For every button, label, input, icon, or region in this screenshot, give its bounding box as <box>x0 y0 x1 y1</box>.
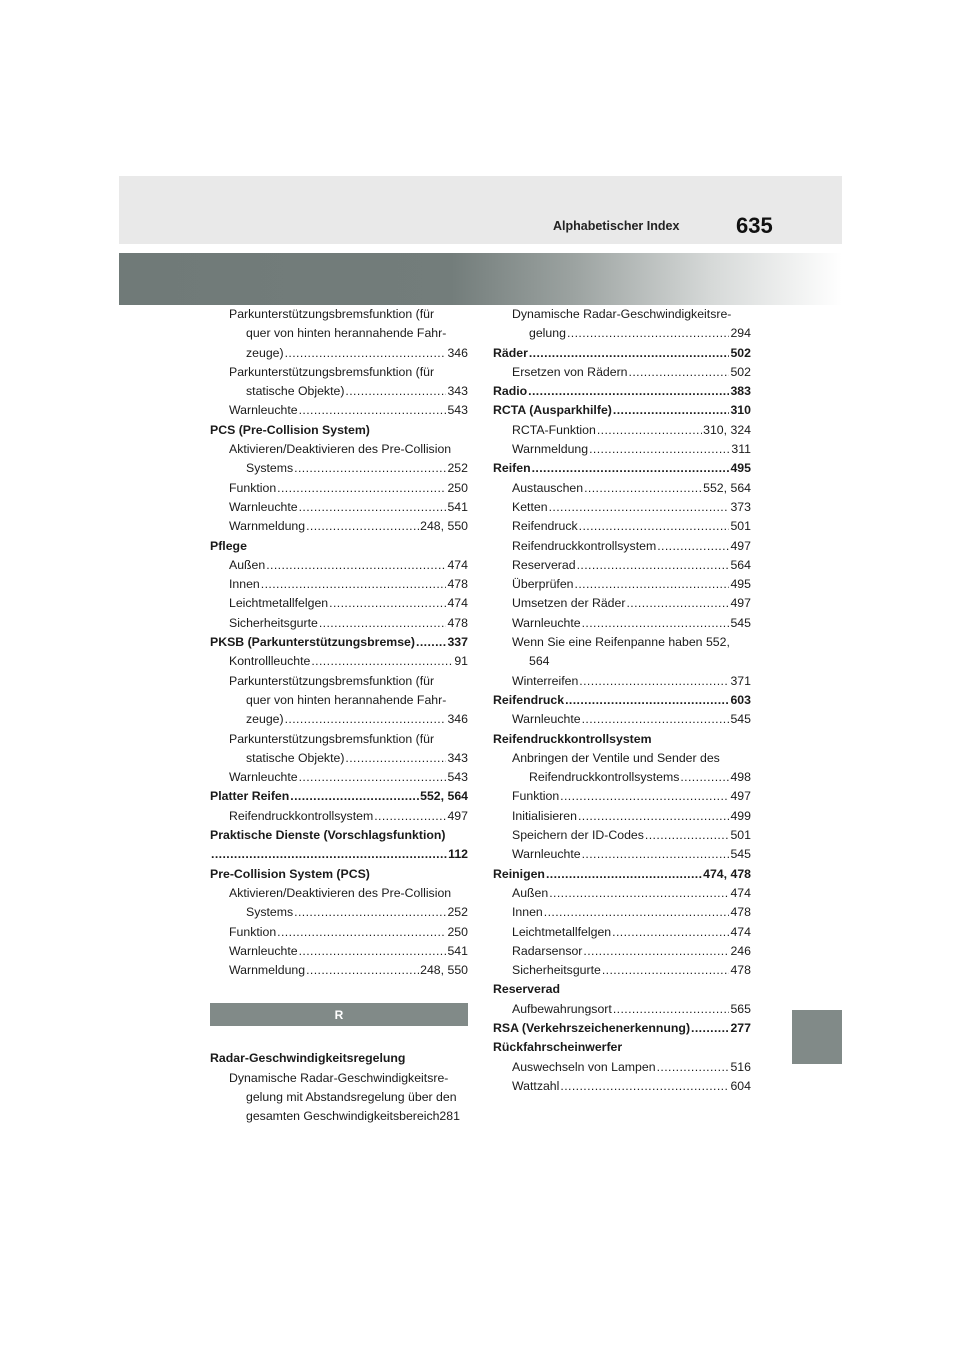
dot-leader <box>578 807 730 826</box>
index-entry-page: 478 <box>730 963 751 978</box>
index-entry-term: Aufbewahrungsort <box>512 1001 612 1016</box>
page-number: 635 <box>736 213 773 238</box>
index-entry-page: 502 <box>730 345 751 360</box>
index-entry-term: Reinigen <box>493 866 545 881</box>
index-entry-page: 474 <box>447 557 468 572</box>
index-entry <box>493 382 751 401</box>
index-column-right <box>493 305 751 1096</box>
index-entry <box>493 961 751 980</box>
index-entry-term: Leichtmetallfelgen <box>512 924 612 939</box>
index-entry-term: statische Objekte) <box>246 750 345 765</box>
dot-leader <box>277 479 446 498</box>
index-entry <box>210 440 468 459</box>
header-band <box>119 176 842 244</box>
index-entry-term: Austauschen <box>512 480 584 495</box>
index-entry <box>210 594 468 613</box>
index-entry-term: Reserverad <box>493 982 560 997</box>
index-entry-page: 112 <box>448 847 468 862</box>
index-entry-term: Dynamische Radar-Geschwindigkeitsre- <box>512 307 732 321</box>
index-entry <box>210 865 468 884</box>
index-entry <box>493 440 751 459</box>
index-entry-page: 246 <box>730 943 751 958</box>
dot-leader <box>345 749 446 768</box>
index-entry-page: 604 <box>730 1078 751 1093</box>
index-entry-page: 495 <box>730 577 751 592</box>
index-entry <box>210 826 468 845</box>
index-entry <box>210 691 468 710</box>
index-entry <box>210 768 468 787</box>
index-entry-term: Aktivieren/Deaktivieren des Pre-Collision <box>229 885 452 900</box>
index-entry <box>493 865 751 884</box>
index-entry <box>210 923 468 942</box>
index-entry-page: 474, 478 <box>703 866 751 881</box>
index-entry-term: Reifendruckkontrollsystem <box>493 731 652 746</box>
index-entry <box>210 401 468 420</box>
index-entry <box>493 730 751 749</box>
index-entry <box>210 807 468 826</box>
index-entry <box>210 633 468 652</box>
index-entry-term: Praktische Dienste (Vorschlagsfunktion) <box>210 828 446 843</box>
dot-leader <box>306 961 419 980</box>
dot-leader <box>549 884 729 903</box>
index-entry <box>493 787 751 806</box>
index-entry <box>210 324 468 343</box>
index-entry-term: Radarsensor <box>512 943 583 958</box>
index-entry <box>210 575 468 594</box>
index-entry-term: zeuge) <box>246 712 284 727</box>
index-entry-term: PKSB (Parkunterstützungsbremse) <box>210 635 415 650</box>
index-entry-page: 497 <box>730 596 751 611</box>
index-entry-page: 501 <box>730 828 751 843</box>
dot-leader <box>416 633 446 652</box>
index-entry-term: Reifendruckkontrollsystem <box>229 808 374 823</box>
dot-leader <box>680 768 729 787</box>
index-entry-page: 248, 550 <box>420 519 468 534</box>
index-entry-page: 545 <box>730 615 751 630</box>
index-entry-page: 294 <box>730 326 751 341</box>
dot-leader <box>311 652 453 671</box>
index-column-left <box>210 305 468 1127</box>
index-entry <box>493 614 751 633</box>
index-entry <box>210 382 468 401</box>
dot-leader <box>544 903 730 922</box>
dot-leader <box>583 942 729 961</box>
index-entry <box>210 903 468 922</box>
index-entry-term: Warnleuchte <box>512 615 581 630</box>
dot-leader <box>560 787 729 806</box>
dot-leader <box>211 845 447 864</box>
index-entry <box>210 363 468 382</box>
index-entry <box>210 1049 468 1068</box>
index-entry <box>210 517 468 536</box>
dot-leader <box>306 517 419 536</box>
index-entries-left <box>210 305 468 980</box>
index-entry-term: Warnmeldung <box>512 442 589 457</box>
dot-leader <box>626 594 729 613</box>
index-entry <box>493 980 751 999</box>
index-entry-term: Parkunterstützungsbremsfunktion (für <box>229 307 435 321</box>
dot-leader <box>589 440 730 459</box>
index-entry <box>493 517 751 536</box>
index-entry-page: 543 <box>447 770 468 785</box>
dot-leader <box>579 517 730 536</box>
dot-leader <box>549 498 730 517</box>
dot-leader <box>602 961 730 980</box>
index-entry-page: 545 <box>730 712 751 727</box>
index-entry-term: Reifendruckkontrollsystem <box>512 538 657 553</box>
index-entry <box>493 768 751 787</box>
index-entry <box>210 787 468 806</box>
index-entry <box>210 652 468 671</box>
dot-leader <box>374 807 446 826</box>
index-entry-term: Parkunterstützungsbremsfunktion (für <box>229 364 435 379</box>
dot-leader <box>285 710 447 729</box>
index-entry-term: Initialisieren <box>512 808 577 823</box>
dot-leader <box>299 401 447 420</box>
index-entry <box>493 903 751 922</box>
dot-leader <box>629 363 730 382</box>
index-entry <box>493 807 751 826</box>
index-entry-page: 498 <box>730 770 751 785</box>
dot-leader <box>582 614 730 633</box>
dot-leader <box>294 459 446 478</box>
index-entry-term: quer von hinten herannahende Fahr- <box>246 692 447 707</box>
index-entry-term: Außen <box>512 885 549 900</box>
index-entry-page: 310, 324 <box>703 422 751 437</box>
index-entry-page: 497 <box>447 808 468 823</box>
index-entry-page: 565 <box>730 1001 751 1016</box>
index-entry-term: Winterreifen <box>512 673 579 688</box>
index-entry-page: 343 <box>447 384 468 399</box>
index-entry-term: Sicherheitsgurte <box>512 963 601 978</box>
index-entry <box>210 1069 468 1088</box>
index-entry <box>493 845 751 864</box>
dot-leader <box>582 710 730 729</box>
dot-leader <box>299 942 447 961</box>
index-entry-page: 543 <box>447 403 468 418</box>
index-entry <box>210 884 468 903</box>
index-entry-page: 371 <box>730 673 751 688</box>
index-entry-term: zeuge) <box>246 345 284 360</box>
index-entry-page: 545 <box>730 847 751 862</box>
index-entry-term: gesamten Geschwindigkeitsbereich281 <box>246 1109 460 1124</box>
index-entry <box>493 672 751 691</box>
index-entry-term: Leichtmetallfelgen <box>229 596 329 611</box>
decorative-gradient-band <box>119 253 842 305</box>
index-entry-page: 248, 550 <box>420 963 468 978</box>
dot-leader <box>612 923 729 942</box>
dot-leader <box>294 903 446 922</box>
index-entry <box>210 942 468 961</box>
index-entry <box>210 1107 468 1126</box>
index-entry <box>210 845 468 864</box>
index-entry-term: Warnmeldung <box>229 519 306 534</box>
index-entry-page: 516 <box>730 1059 751 1074</box>
index-entry <box>210 614 468 633</box>
index-entry-page: 91 <box>454 654 468 669</box>
index-entry-term: Aktivieren/Deaktivieren des Pre-Collision <box>229 442 452 457</box>
index-entry-term: Platter Reifen <box>210 789 290 804</box>
dot-leader <box>529 344 730 363</box>
dot-leader <box>579 672 729 691</box>
dot-leader <box>597 421 702 440</box>
index-entry <box>210 305 468 324</box>
index-entry-term: 564 <box>529 654 550 669</box>
index-entry <box>210 961 468 980</box>
dot-leader <box>528 382 729 401</box>
index-entry <box>493 498 751 517</box>
index-entry <box>493 1058 751 1077</box>
index-entry-page: 311 <box>731 442 751 457</box>
dot-leader <box>584 479 702 498</box>
index-entry-term: Warnleuchte <box>229 403 298 418</box>
index-entry-page: 310 <box>730 403 751 418</box>
index-entry-term: Wenn Sie eine Reifenpanne haben 552, <box>512 635 730 650</box>
dot-leader <box>319 614 447 633</box>
letter-divider-label: R <box>334 1007 344 1022</box>
index-entry-page: 337 <box>447 635 468 650</box>
index-entry-page: 250 <box>447 480 468 495</box>
dot-leader <box>266 556 446 575</box>
index-entry-term: Funktion <box>512 789 560 804</box>
index-entry <box>493 749 751 768</box>
index-entry-term: Pre-Collision System (PCS) <box>210 866 370 881</box>
index-entry-term: Warnleuchte <box>229 499 298 514</box>
index-entry-term: Systems <box>246 461 294 476</box>
index-entry-term: Rückfahrscheinwerfer <box>493 1040 623 1055</box>
index-entry <box>493 923 751 942</box>
index-entry <box>210 421 468 440</box>
index-entry <box>493 305 751 324</box>
index-entry-term: Ersetzen von Rädern <box>512 364 628 379</box>
index-entry <box>493 691 751 710</box>
index-entry <box>493 575 751 594</box>
index-entry-page: 497 <box>730 789 751 804</box>
index-entry <box>493 324 751 343</box>
index-entry-term: Dynamische Radar-Geschwindigkeitsre- <box>229 1070 449 1085</box>
dot-leader <box>546 865 702 884</box>
index-entry <box>493 344 751 363</box>
index-entry <box>493 884 751 903</box>
index-entry-term: Funktion <box>229 924 277 939</box>
index-entry-term: Reifen <box>493 461 531 476</box>
index-entry <box>210 498 468 517</box>
index-entry-term: statische Objekte) <box>246 384 345 399</box>
letter-divider <box>210 1003 468 1026</box>
dot-leader <box>532 459 730 478</box>
section-title: Alphabetischer Index <box>553 219 680 233</box>
index-entry <box>493 652 751 671</box>
index-entry-page: 552, 564 <box>420 789 468 804</box>
index-entry-term: Speichern der ID-Codes <box>512 828 644 843</box>
index-entry-page: 277 <box>730 1020 751 1035</box>
index-entry-page: 603 <box>730 692 751 707</box>
index-entry-term: PCS (Pre-Collision System) <box>210 422 370 437</box>
dot-leader <box>285 344 447 363</box>
index-entry-term: Überprüfen <box>512 577 574 592</box>
index-entry-term: Warnleuchte <box>512 847 581 862</box>
dot-leader <box>577 556 730 575</box>
index-entry-term: Warnleuchte <box>229 943 298 958</box>
index-entry <box>210 1088 468 1107</box>
index-entry-term: RSA (Verkehrszeichenerkennung) <box>493 1020 691 1035</box>
index-entry-page: 346 <box>447 712 468 727</box>
index-entry-page: 478 <box>730 905 751 920</box>
dot-leader <box>575 575 730 594</box>
index-entry-term: Reifendruck <box>493 692 565 707</box>
index-entry-term: Reifendruck <box>512 519 578 534</box>
index-entry-page: 383 <box>730 384 751 399</box>
index-entry <box>210 344 468 363</box>
index-entry <box>493 710 751 729</box>
index-entry <box>493 1000 751 1019</box>
dot-leader <box>691 1019 729 1038</box>
index-entry <box>493 421 751 440</box>
index-entry <box>210 556 468 575</box>
dot-leader <box>582 845 730 864</box>
index-entry-term: Warnleuchte <box>512 712 581 727</box>
index-entry-term: Radio <box>493 384 528 399</box>
dot-leader <box>645 826 730 845</box>
index-entry-term: Ketten <box>512 499 548 514</box>
index-entry <box>493 459 751 478</box>
index-entry <box>210 710 468 729</box>
index-entry-term: Reserverad <box>512 557 576 572</box>
index-entry <box>493 401 751 420</box>
index-entry <box>210 730 468 749</box>
index-entry-term: Innen <box>512 905 543 920</box>
index-entry-term: Pflege <box>210 538 247 553</box>
index-entry-term: quer von hinten herannahende Fahr- <box>246 326 447 341</box>
index-entry <box>493 942 751 961</box>
index-entry-page: 495 <box>730 461 751 476</box>
index-entry-term: Systems <box>246 905 294 920</box>
chapter-side-tab <box>792 1010 842 1064</box>
index-entry <box>493 537 751 556</box>
dot-leader <box>613 401 730 420</box>
dot-leader <box>277 923 446 942</box>
dot-leader <box>329 594 446 613</box>
index-entry <box>493 633 751 652</box>
index-entry <box>493 1019 751 1038</box>
index-entry-page: 478 <box>447 615 468 630</box>
index-entry-page: 373 <box>730 499 751 514</box>
index-entry <box>210 537 468 556</box>
index-entry-page: 499 <box>730 808 751 823</box>
index-entry-term: RCTA (Ausparkhilfe) <box>493 403 612 418</box>
dot-leader <box>565 691 729 710</box>
index-entry-term: gelung mit Abstandsregelung über den <box>246 1089 457 1104</box>
index-entries-left-after <box>210 1049 468 1126</box>
index-entry-page: 252 <box>447 461 468 476</box>
dot-leader <box>560 1077 729 1096</box>
index-entry <box>493 1077 751 1096</box>
index-entry-page: 497 <box>730 538 751 553</box>
dot-leader <box>290 787 419 806</box>
index-entry-term: Außen <box>229 557 266 572</box>
index-entry <box>493 363 751 382</box>
dot-leader <box>657 1058 730 1077</box>
index-entry-term: Umsetzen der Räder <box>512 596 626 611</box>
index-entry-term: gelung <box>529 326 566 341</box>
index-entry-term: Parkunterstützungsbremsfunktion (für <box>229 731 435 746</box>
index-entry <box>493 1038 751 1057</box>
index-entry-page: 541 <box>447 499 468 514</box>
index-entry-term: Reifendruckkontrollsystems <box>529 770 680 785</box>
index-entry-term: Warnleuchte <box>229 770 298 785</box>
index-entry-page: 478 <box>447 577 468 592</box>
dot-leader <box>299 768 447 787</box>
index-entry-page: 343 <box>447 750 468 765</box>
index-entry-page: 564 <box>730 557 751 572</box>
index-entry-page: 474 <box>730 885 751 900</box>
index-entry-page: 501 <box>730 519 751 534</box>
dot-leader <box>567 324 730 343</box>
index-entry-page: 346 <box>447 345 468 360</box>
index-entry <box>210 459 468 478</box>
index-entry <box>493 556 751 575</box>
dot-leader <box>345 382 446 401</box>
index-entry-page: 474 <box>447 596 468 611</box>
index-entry <box>493 594 751 613</box>
index-entry-term: Sicherheitsgurte <box>229 615 318 630</box>
index-entry <box>210 479 468 498</box>
index-entry-term: Radar-Geschwindigkeitsregelung <box>210 1051 406 1066</box>
index-entry-term: Auswechseln von Lampen <box>512 1059 656 1074</box>
dot-leader <box>613 1000 730 1019</box>
index-entry-term: Parkunterstützungsbremsfunktion (für <box>229 673 435 688</box>
index-entry-term: Kontrollleuchte <box>229 654 311 669</box>
index-entry <box>210 749 468 768</box>
index-entry-term: Räder <box>493 345 528 360</box>
index-entry-page: 252 <box>447 905 468 920</box>
index-entry <box>210 672 468 691</box>
dot-leader <box>261 575 447 594</box>
index-entry <box>493 479 751 498</box>
index-entry-term: Innen <box>229 577 260 592</box>
index-entries-right <box>493 305 751 1096</box>
dot-leader <box>299 498 447 517</box>
dot-leader <box>657 537 729 556</box>
index-entry-page: 502 <box>730 364 751 379</box>
index-entry-term: Warnmeldung <box>229 963 306 978</box>
index-entry-page: 541 <box>447 943 468 958</box>
index-entry-page: 474 <box>730 924 751 939</box>
index-entry-page: 250 <box>447 924 468 939</box>
index-entry <box>493 826 751 845</box>
index-entry-term: Wattzahl <box>512 1078 560 1093</box>
index-entry-term: Anbringen der Ventile und Sender des <box>512 750 720 765</box>
index-entry-page: 552, 564 <box>703 480 751 495</box>
index-entry-term: Funktion <box>229 480 277 495</box>
index-entry-term: RCTA-Funktion <box>512 422 596 437</box>
